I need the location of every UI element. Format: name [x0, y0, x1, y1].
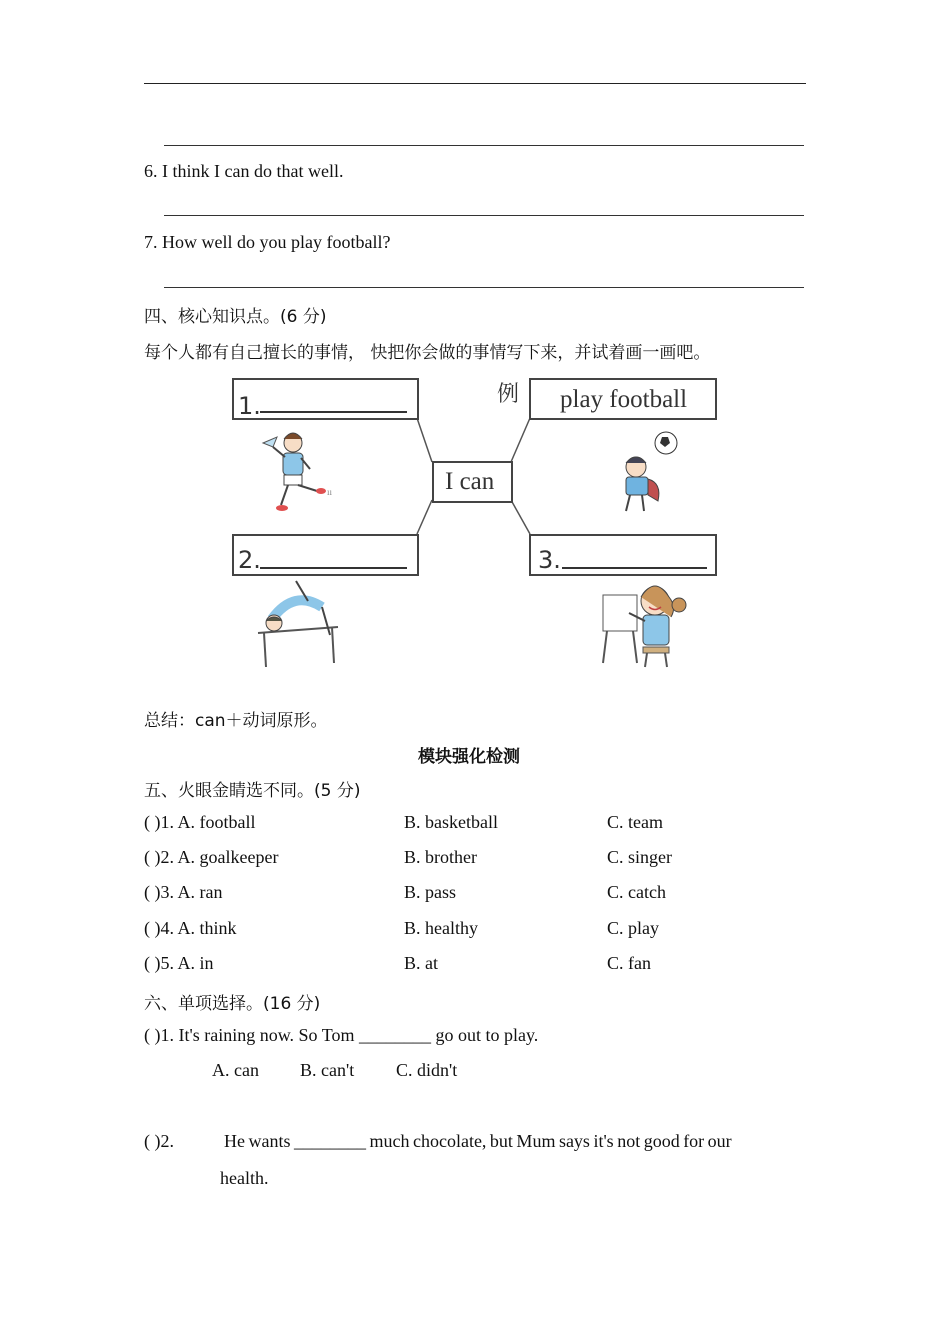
section-4-summary: 总结：can＋动词原形。: [144, 711, 328, 731]
box-3-number: 3.: [538, 546, 561, 574]
s5-item-3-a: ( )3. A. ran: [144, 882, 223, 902]
s5-item-5-a: ( )5. A. in: [144, 953, 214, 973]
s6-q2-line-2: health.: [220, 1168, 269, 1188]
svg-text:ıı: ıı: [327, 487, 333, 497]
s5-item-5-b: B. at: [404, 953, 438, 973]
s5-item-4-b: B. healthy: [404, 918, 478, 938]
box-1-blank[interactable]: [260, 411, 407, 413]
section-5-title: 五、火眼金睛选不同。(5 分): [144, 781, 361, 801]
s5-item-5-c: C. fan: [607, 953, 651, 973]
example-label: play football: [560, 386, 688, 413]
question-7: 7. How well do you play football?: [144, 232, 391, 252]
center-label: I can: [445, 468, 495, 495]
box-1-number: 1.: [238, 392, 261, 420]
s5-item-3-c: C. catch: [607, 882, 666, 902]
s5-item-4-a: ( )4. A. think: [144, 918, 237, 938]
s6-q2-line-1: He wants ________ much chocolate, but Mum says it's not good for our: [224, 1131, 732, 1151]
s5-item-2-a: ( )2. A. goalkeeper: [144, 847, 279, 867]
s6-q1-option-a: A. can: [212, 1060, 259, 1080]
box-2-blank[interactable]: [260, 567, 407, 569]
high-jump-illustration: [252, 575, 347, 670]
module-title: 模块强化检测: [418, 747, 520, 767]
section-6-title: 六、单项选择。(16 分): [144, 994, 321, 1014]
box-2-number: 2.: [238, 546, 261, 574]
s5-item-2-b: B. brother: [404, 847, 477, 867]
question-6: 6. I think I can do that well.: [144, 161, 344, 181]
example-mark: 例: [497, 382, 520, 407]
s5-item-1-c: C. team: [607, 812, 663, 832]
s5-item-1-b: B. basketball: [404, 812, 498, 832]
section-4-title: 四、核心知识点。(6 分): [144, 307, 327, 327]
running-boy-illustration: [255, 425, 345, 520]
football-boy-illustration: [612, 425, 692, 520]
box-3-blank[interactable]: [562, 567, 707, 569]
s6-q1-option-c: C. didn't: [396, 1060, 458, 1080]
s6-q2-paren: ( )2.: [144, 1131, 174, 1151]
section-4-instruction: 每个人都有自己擅长的事情， 快把你会做的事情写下来，并试着画一画吧。: [144, 343, 711, 363]
s6-question-1: ( )1. It's raining now. So Tom ________ go out to play.: [144, 1025, 539, 1045]
s5-item-1-a: ( )1. A. football: [144, 812, 256, 832]
s5-item-4-c: C. play: [607, 918, 659, 938]
s6-q1-option-b: B. can't: [300, 1060, 355, 1080]
s5-item-2-c: C. singer: [607, 847, 672, 867]
s5-item-3-b: B. pass: [404, 882, 457, 902]
drawing-girl-illustration: [597, 575, 697, 670]
